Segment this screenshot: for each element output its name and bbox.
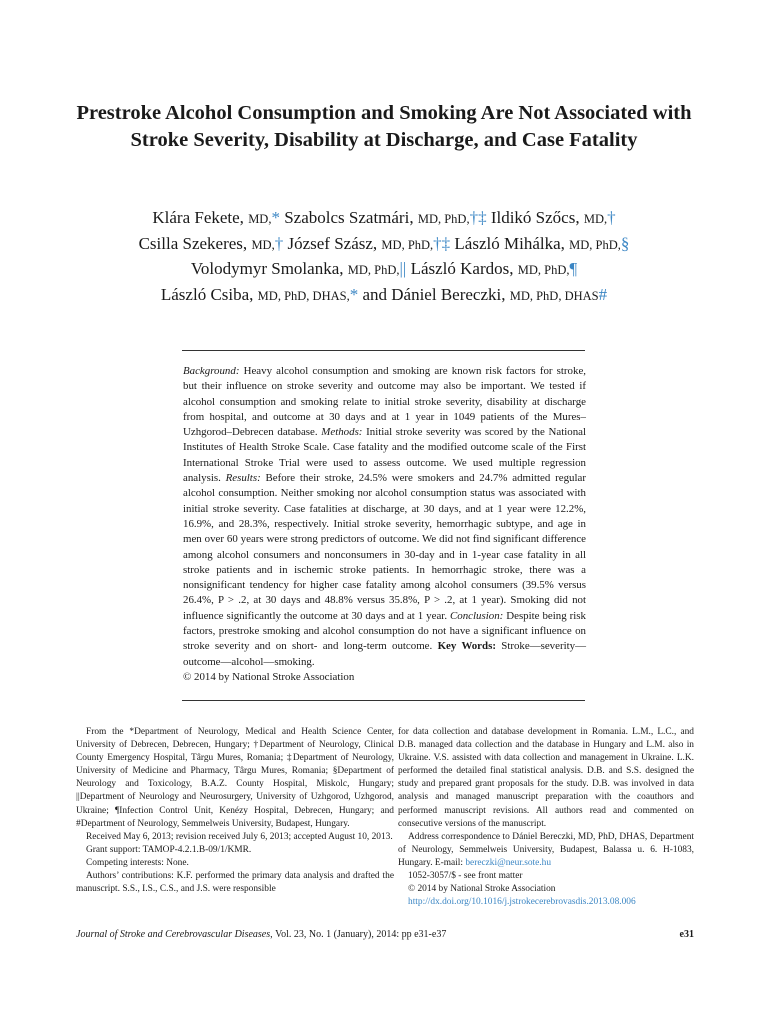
affiliation-mark[interactable]: †	[274, 233, 284, 253]
affiliation-mark[interactable]: †	[607, 208, 616, 227]
author: László Csiba, MD, PhD, DHAS,*	[160, 284, 359, 304]
competing-interests: Competing interests: None.	[86, 857, 189, 868]
author: Volodymyr Smolanka, MD, PhD,||	[190, 259, 407, 278]
author-contributions-continued: for data collection and database development in Romania. L.M., L.C., and D.B. managed data collection and the database in Hungary and L.M. also in Ukraine. V.S. assisted with data collection and management in Ukraine. L.K. performed the detailed final statistical analysis. D.B. and S.S. designed the study and prepared grant proposals for the study. D.B. was involved in data analysis and managed manuscript preparation with the coauthors and performed manuscript revisions. All authors read and commented on consecutive versions of the manuscript.	[398, 727, 694, 829]
doi-link[interactable]: http://dx.doi.org/10.1016/j.jstrokecerebrovasdis.2013.08.006	[408, 897, 636, 908]
footnote-column-right	[398, 726, 694, 909]
section-label-results: Results:	[225, 472, 261, 485]
section-label-keywords: Key Words:	[437, 640, 496, 653]
journal-footer	[76, 928, 694, 942]
author: József Szász, MD, PhD,†‡	[287, 233, 451, 253]
article-title: Prestroke Alcohol Consumption and Smoking Are Not Associated with Stroke Severity, Disability at Discharge, and Case Fatality	[76, 102, 692, 151]
affiliation-mark[interactable]: ¶	[569, 259, 578, 278]
affiliation-mark[interactable]: *	[271, 208, 280, 227]
affiliations: From the *Department of Neurology, Medical and Health Science Center, University of Debrecen, Debrecen, Hungary; †Department of Neurology, Clinical County Emergency Hospital, Târgu Mures, Romania; ‡Department of Neurology, University of Medicine and Pharmacy, Târgu Mures, Romania; §Department of Neurology and Toxicology, B.A.Z. County Hospital, Miskolc, Hungary; ||Department of Neurology and Neurosurgery, University of Uzhgorod, Uzhgorod, Ukraine; ¶Infection Control Unit, Kenézy Hospital, Debrecen, Hungary; and #Department of Neurology, Semmelweis University, Budapest, Hungary.	[76, 727, 394, 829]
grant-support: Grant support: TAMOP-4.2.1.B-09/1/KMR.	[86, 844, 252, 855]
author: and Dániel Bereczki, MD, PhD, DHAS#	[362, 284, 608, 304]
affiliation-mark[interactable]: ||	[399, 259, 407, 278]
issn: 1052-3057/$ - see front matter	[408, 871, 523, 882]
abstract-conclusion: Despite being risk factors, prestroke smoking and alcohol consumption do not have a significant influence on stroke severity and on short- and long-term outcome.	[183, 609, 586, 653]
author: Szabolcs Szatmári, MD, PhD,†‡	[284, 208, 487, 227]
affiliation-mark[interactable]: #	[598, 284, 608, 304]
footnote-column-left	[76, 726, 394, 896]
affiliation-mark[interactable]: §	[620, 233, 630, 253]
received-dates: Received May 6, 2013; revision received July 6, 2013; accepted August 10, 2013.	[86, 831, 393, 842]
affiliation-mark[interactable]: †‡	[469, 208, 487, 227]
section-label-methods: Methods:	[321, 426, 363, 439]
abstract-top-rule	[182, 350, 585, 351]
abstract-methods: Initial stroke severity was scored by the National Institutes of Health Stroke Scale. Case fatality and the modified outcome scale of the First International Stroke Trial were used to assess outcome. We used multiple regression analysis.	[183, 426, 586, 485]
abstract-background: Heavy alcohol consumption and smoking are known risk factors for stroke, but their influence on stroke severity and outcome may also be important. We tested if alcohol consumption and smoking relate to initial stroke severity, disability at discharge from hospital, and outcome at 30 days and at 1 year in 1049 patients of the Mures–Uzhgorod–Debrecen database.	[183, 365, 586, 439]
abstract-keywords: Stroke—severity—outcome—alcohol—smoking.	[183, 640, 586, 668]
abstract	[183, 364, 586, 685]
journal-name: Journal of Stroke and Cerebrovascular Diseases,	[76, 929, 273, 940]
affiliation-mark[interactable]: *	[349, 284, 359, 304]
abstract-copyright: © 2014 by National Stroke Association	[183, 670, 355, 683]
author: László Kardos, MD, PhD,¶	[410, 259, 578, 278]
email-link[interactable]: bereczki@neur.sote.hu	[465, 857, 552, 868]
author: Klára Fekete, MD,*	[152, 208, 280, 227]
abstract-bottom-rule	[182, 700, 585, 701]
author-list	[40, 206, 728, 308]
author: Csilla Szekeres, MD,†	[138, 233, 284, 253]
section-label-conclusion: Conclusion:	[450, 609, 504, 622]
abstract-results: Before their stroke, 24.5% were smokers and 24.7% admitted regular alcohol consumption. Neither smoking nor alcohol consumption status was associated with initial stroke severity. Case fatalities at discharge, at 30 days, and at 1 year were 12.2%, 16.9%, and 28.3%, respectively. Initial stroke severity, hemorrhagic subtype, and age in men over 60 years were strong predictors of outcome. We did not find significant difference among alcohol consumers and nonconsumers in 30-day and in 1-year case fatality in all stroke patients and in ischemic stroke patients. In hemorrhagic stroke, there was a nonsignificant tendency for higher case fatality among alcohol consumers (39.5% versus 26.4%, P > .2, at 30 days and 48.8% versus 35.8%, P > .2, at 1 year). Smoking did not influence significantly the outcome at 30 days and at 1 year.	[183, 472, 586, 622]
correspondence: Address correspondence to Dániel Bereczki, MD, PhD, DHAS, Department of Neurology, Semmelweis University, Budapest, Balassa u. 6. H-1083, Hungary. E-mail: bereczki@neur.sote.hu	[398, 831, 694, 868]
author: Ildikó Szőcs, MD,†	[490, 208, 616, 227]
page-number: e31	[679, 929, 694, 940]
affiliation-mark[interactable]: †‡	[433, 233, 451, 253]
copyright-notice: © 2014 by National Stroke Association	[408, 884, 556, 895]
author: László Mihálka, MD, PhD,§	[454, 233, 630, 253]
author-contributions: Authors’ contributions: K.F. performed the primary data analysis and drafted the manuscript. S.S., I.S., C.S., and J.S. were responsible	[76, 871, 394, 895]
section-label-background: Background:	[183, 365, 240, 377]
journal-citation: Vol. 23, No. 1 (January), 2014: pp e31-e37	[275, 929, 447, 940]
